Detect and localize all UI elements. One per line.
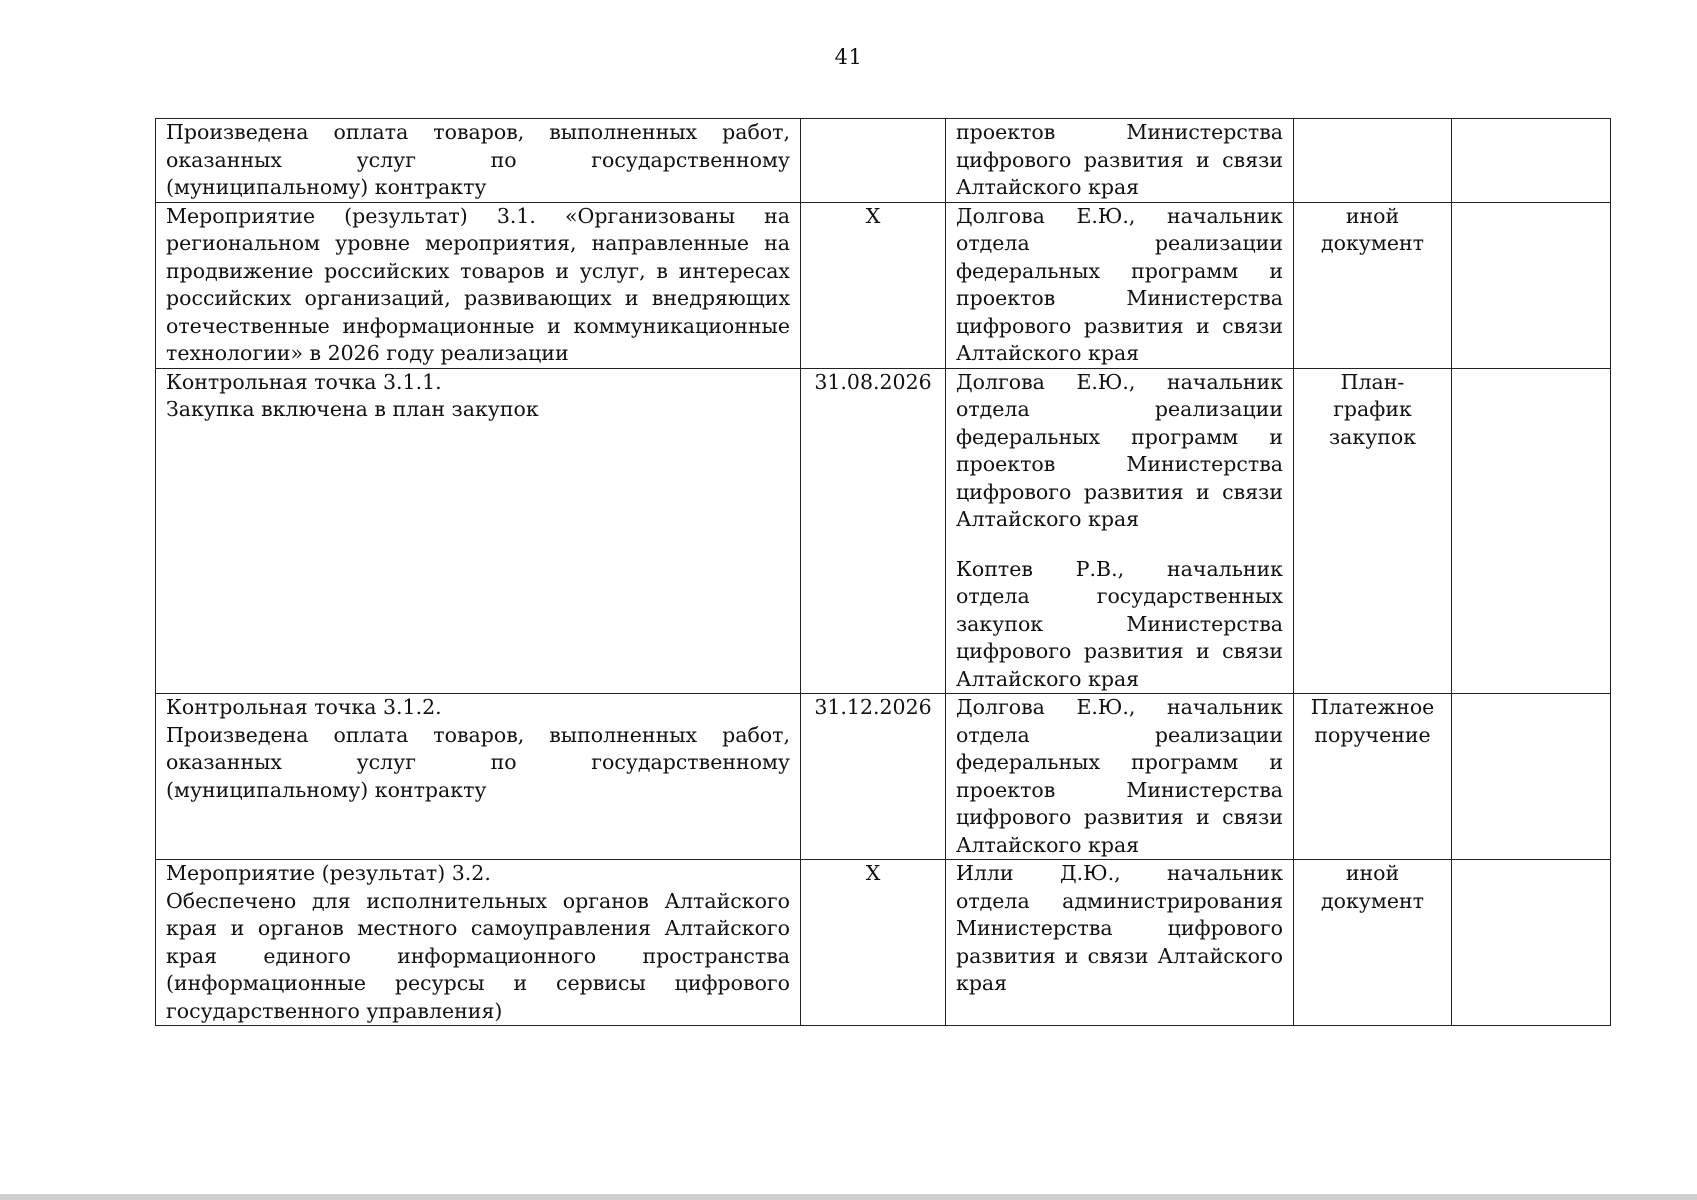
description-cell [156,202,801,368]
responsible-cell [946,119,1294,203]
description-cell [156,694,801,860]
document-cell [1294,119,1452,203]
document-cell: иной документ [1294,860,1452,1026]
table-row [156,694,1611,860]
table-row [156,119,1611,203]
responsible-cell [946,368,1294,694]
row-text: Произведена оплата товаров, выполненных работ, оказанных услуг по государственному (муниципальному) контракту [166,120,790,199]
responsible-text: Долгова Е.Ю., начальник отдела реализации федеральных программ и проектов Министерства цифрового развития и связи Алтайского края [956,695,1283,857]
responsible-cell [946,860,1294,1026]
row-title: Контрольная точка 3.1.2. [166,695,442,719]
table-row [156,202,1611,368]
page-number: 41 [834,45,863,69]
extra-cell [1452,202,1611,368]
date-cell: X [801,202,946,368]
row-text: Обеспечено для исполнительных органов Алтайского края и органов местного самоуправления Алтайского края единого информационного пространства (информационные ресурсы и сервисы цифрового государственного управления) [166,888,790,1023]
description-cell [156,860,801,1026]
row-text: Мероприятие (результат) 3.1. «Организованы на региональном уровне мероприятия, направленные на продвижение российских товаров и услуг, в интересах российских организаций, развивающих и внедряющих отечественные информационные и коммуникационные технологии» в 2026 году реализации [166,203,790,365]
extra-cell [1452,119,1611,203]
date-cell: 31.12.2026 [801,694,946,860]
document-cell: иной документ [1294,202,1452,368]
row-title: Мероприятие (результат) 3.2. [166,861,491,885]
description-cell [156,368,801,694]
row-text: Закупка включена в план закупок [166,397,539,421]
plan-table [155,118,1611,1026]
extra-cell [1452,694,1611,860]
row-title: Контрольная точка 3.1.1. [166,369,442,394]
description-cell [156,119,801,203]
responsible-text: проектов Министерства цифрового развития и связи Алтайского края [956,120,1283,199]
responsible-cell [946,694,1294,860]
date-cell: 31.08.2026 [801,368,946,694]
date-cell [801,119,946,203]
extra-cell [1452,860,1611,1026]
scan-edge [0,1194,1697,1200]
extra-cell [1452,368,1611,694]
responsible-text: Долгова Е.Ю., начальник отдела реализации федеральных программ и проектов Министерства цифрового развития и связи Алтайского края [956,369,1283,531]
document-cell: План-график закупок [1294,368,1452,694]
table-row [156,860,1611,1026]
responsible-text: Коптев Р.В., начальник отдела государственных закупок Министерства цифрового развития и связи Алтайского края [956,556,1283,691]
row-text: Произведена оплата товаров, выполненных работ, оказанных услуг по государственному (муниципальному) контракту [166,722,790,802]
responsible-cell [946,202,1294,368]
date-cell: X [801,860,946,1026]
document-cell: Платежное поручение [1294,694,1452,860]
responsible-text: Илли Д.Ю., начальник отдела администрирования Министерства цифрового развития и связи Алтайского края [956,861,1283,995]
table-row [156,368,1611,694]
responsible-text: Долгова Е.Ю., начальник отдела реализации федеральных программ и проектов Министерства цифрового развития и связи Алтайского края [956,203,1283,365]
